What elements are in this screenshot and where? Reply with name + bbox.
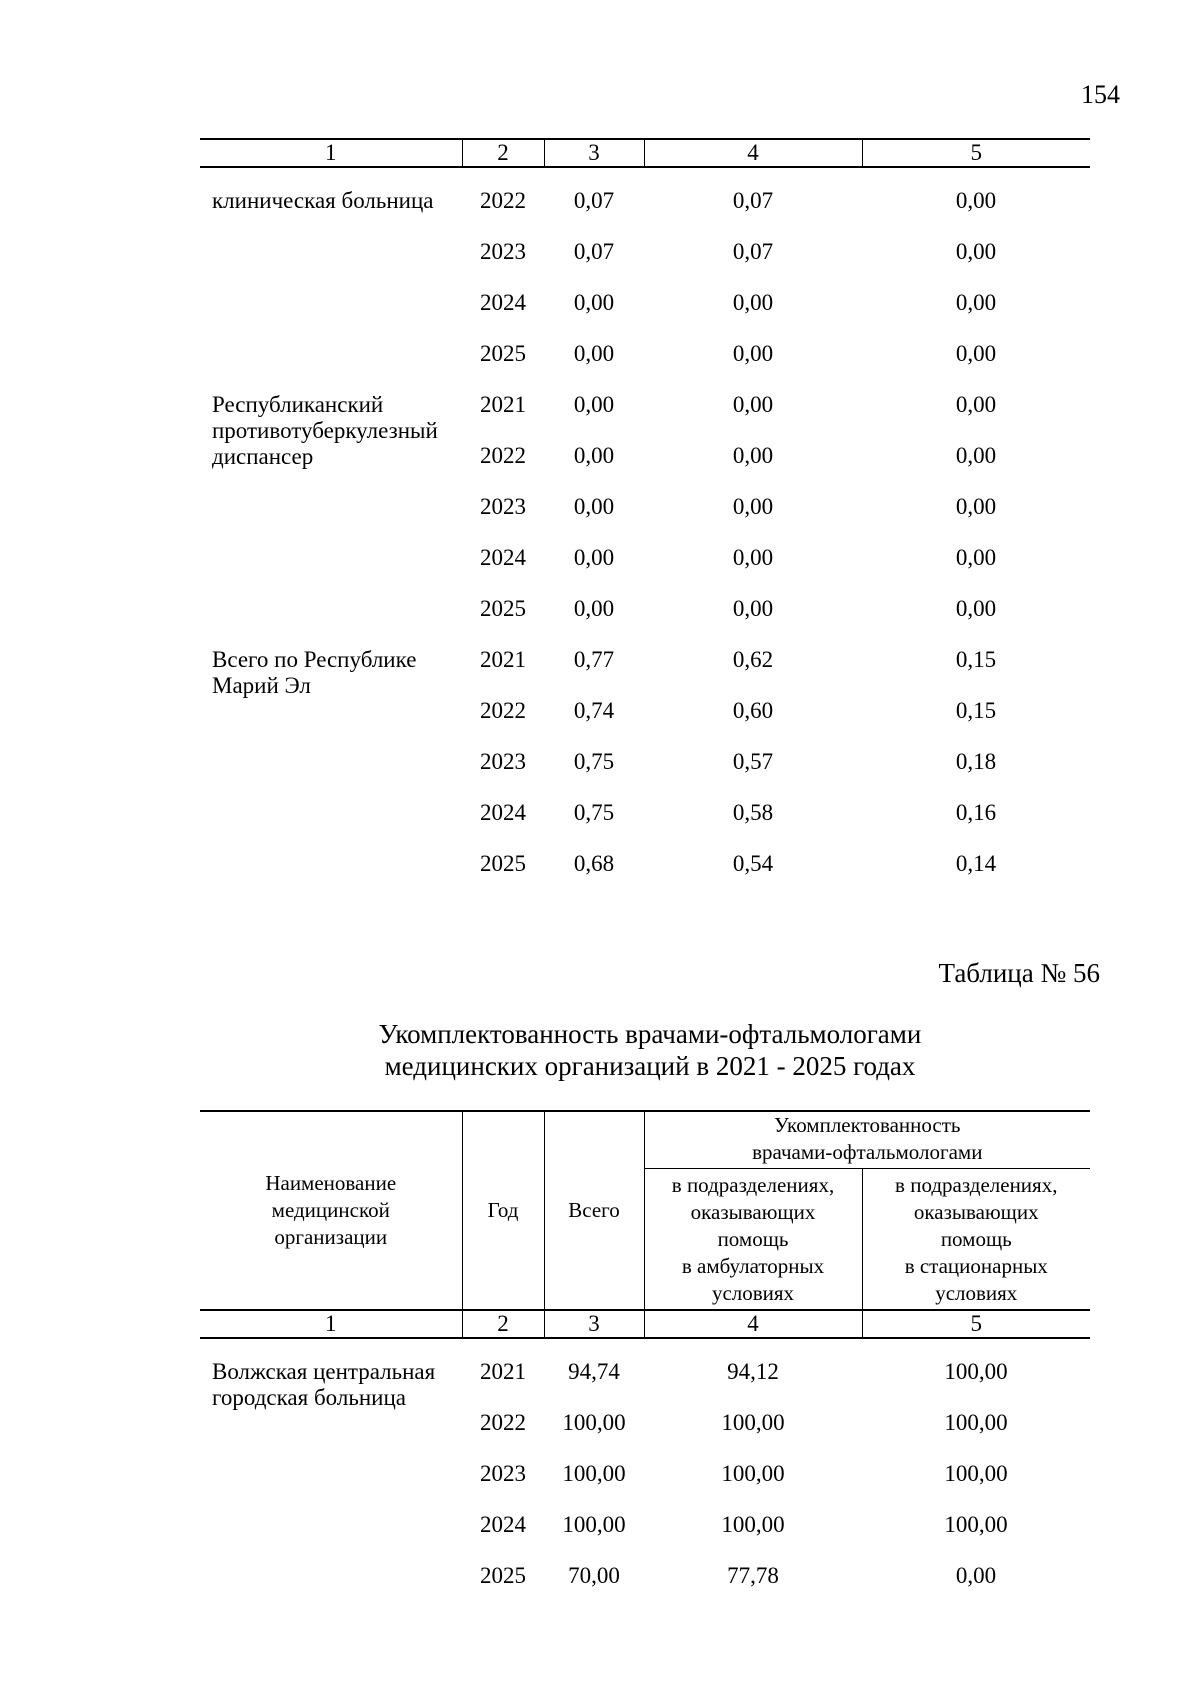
outpatient-cell: 0,62	[732, 647, 774, 672]
column-number: 5	[862, 139, 1090, 167]
column-number: 2	[462, 139, 544, 167]
outpatient-cell: 0,00	[732, 596, 774, 621]
inpatient-cell: 0,15	[955, 647, 997, 672]
header-inpatient: в подразделениях, оказывающих помощь в стационарных условиях	[862, 1169, 1090, 1311]
inpatient-cell: 100,00	[944, 1410, 1008, 1435]
header-total: Всего	[544, 1111, 644, 1310]
column-number-row	[200, 139, 1090, 167]
outpatient-cell: 100,00	[721, 1512, 785, 1537]
year-cell: 2025	[480, 596, 526, 621]
table-caption: Таблица № 56	[938, 958, 1100, 988]
page-number: 154	[1081, 80, 1120, 109]
outpatient-cell: 0,00	[732, 341, 774, 366]
column-number: 1	[200, 1310, 462, 1338]
inpatient-cell: 0,00	[955, 341, 997, 366]
year-cell: 2024	[480, 1512, 526, 1537]
outpatient-cell: 0,54	[732, 851, 774, 876]
year-cell: 2022	[480, 188, 526, 213]
inpatient-cell: 0,18	[955, 749, 997, 774]
total-cell: 0,00	[573, 494, 615, 519]
outpatient-cell: 0,00	[732, 545, 774, 570]
header-org-name: Наименование медицинской организации	[200, 1111, 462, 1310]
org-name-cell	[200, 188, 462, 392]
total-cell: 0,00	[573, 443, 615, 468]
org-name-line: диспансер	[212, 444, 314, 469]
total-cell: 0,68	[573, 851, 615, 876]
column-number: 3	[544, 139, 644, 167]
year-cell: 2021	[480, 647, 526, 672]
year-cell: 2021	[480, 1359, 526, 1384]
table-title	[300, 1018, 1000, 1082]
header-year: Год	[462, 1111, 544, 1310]
column-number: 4	[644, 139, 862, 167]
year-cell: 2022	[480, 698, 526, 723]
inpatient-cell: 0,00	[955, 239, 997, 264]
outpatient-cell: 0,00	[732, 392, 774, 417]
total-cell: 100,00	[562, 1410, 626, 1435]
org-name-cell	[200, 647, 462, 902]
column-number-row	[200, 1310, 1090, 1338]
year-cell: 2021	[480, 392, 526, 417]
column-number: 2	[462, 1310, 544, 1338]
header-outpatient: в подразделениях, оказывающих помощь в амбулаторных условиях	[644, 1169, 862, 1311]
total-cell: 94,74	[568, 1359, 620, 1384]
table-row	[200, 188, 1090, 239]
header-group: Укомплектованность врачами-офтальмологами	[644, 1111, 1090, 1169]
year-cell: 2024	[480, 800, 526, 825]
year-cell: 2023	[480, 749, 526, 774]
org-name-line: Марий Эл	[212, 673, 311, 698]
outpatient-cell: 94,12	[727, 1359, 779, 1384]
total-cell: 0,75	[573, 800, 615, 825]
total-cell: 0,07	[573, 239, 615, 264]
bottom-table	[200, 1110, 1090, 1614]
year-cell: 2025	[480, 341, 526, 366]
outpatient-cell: 0,57	[732, 749, 774, 774]
inpatient-cell: 0,00	[955, 290, 997, 315]
table-row	[200, 647, 1090, 698]
year-cell: 2025	[480, 851, 526, 876]
total-cell: 0,00	[573, 392, 615, 417]
outpatient-cell: 0,60	[732, 698, 774, 723]
org-name-line: городская больница	[212, 1385, 406, 1410]
outpatient-cell: 0,00	[732, 494, 774, 519]
inpatient-cell: 0,15	[955, 698, 997, 723]
total-cell: 0,75	[573, 749, 615, 774]
outpatient-cell: 0,00	[732, 290, 774, 315]
outpatient-cell: 0,07	[732, 239, 774, 264]
total-cell: 100,00	[562, 1461, 626, 1486]
org-name-line: Республиканский	[212, 392, 384, 417]
outpatient-cell: 77,78	[727, 1563, 779, 1588]
total-cell: 70,00	[568, 1563, 620, 1588]
bottom-table-container	[200, 1110, 1090, 1614]
inpatient-cell: 0,00	[955, 545, 997, 570]
year-cell: 2022	[480, 443, 526, 468]
total-cell: 0,77	[573, 647, 615, 672]
inpatient-cell: 0,00	[955, 443, 997, 468]
spacer-row	[200, 167, 1090, 188]
top-table-container	[200, 138, 1090, 902]
bottom-table-body	[200, 1338, 1090, 1614]
year-cell: 2024	[480, 290, 526, 315]
table-title-line: медицинских организаций в 2021 - 2025 годах	[384, 1051, 916, 1081]
inpatient-cell: 100,00	[944, 1359, 1008, 1384]
spacer-row	[200, 1338, 1090, 1359]
org-name-cell	[200, 1359, 462, 1614]
org-name-line: противотуберкулезный	[212, 418, 438, 443]
org-name-cell	[200, 392, 462, 647]
column-number: 4	[644, 1310, 862, 1338]
inpatient-cell: 0,00	[955, 494, 997, 519]
org-name-line: Всего по Республике	[212, 647, 417, 672]
total-cell: 0,00	[573, 341, 615, 366]
outpatient-cell: 0,58	[732, 800, 774, 825]
year-cell: 2022	[480, 1410, 526, 1435]
header-row	[200, 1111, 1090, 1169]
inpatient-cell: 0,00	[955, 1563, 997, 1588]
total-cell: 0,00	[573, 290, 615, 315]
total-cell: 100,00	[562, 1512, 626, 1537]
outpatient-cell: 0,00	[732, 443, 774, 468]
inpatient-cell: 100,00	[944, 1461, 1008, 1486]
outpatient-cell: 100,00	[721, 1410, 785, 1435]
total-cell: 0,00	[573, 596, 615, 621]
table-row	[200, 1359, 1090, 1410]
total-cell: 0,74	[573, 698, 615, 723]
table-row	[200, 392, 1090, 443]
inpatient-cell: 0,14	[955, 851, 997, 876]
column-number: 5	[862, 1310, 1090, 1338]
inpatient-cell: 0,16	[955, 800, 997, 825]
inpatient-cell: 100,00	[944, 1512, 1008, 1537]
outpatient-cell: 100,00	[721, 1461, 785, 1486]
org-name-line: клиническая больница	[212, 188, 434, 213]
column-number: 3	[544, 1310, 644, 1338]
outpatient-cell: 0,07	[732, 188, 774, 213]
total-cell: 0,07	[573, 188, 615, 213]
year-cell: 2023	[480, 1461, 526, 1486]
year-cell: 2024	[480, 545, 526, 570]
inpatient-cell: 0,00	[955, 596, 997, 621]
column-number: 1	[200, 139, 462, 167]
inpatient-cell: 0,00	[955, 392, 997, 417]
top-table-body	[200, 167, 1090, 902]
inpatient-cell: 0,00	[955, 188, 997, 213]
year-cell: 2023	[480, 494, 526, 519]
table-title-line: Укомплектованность врачами-офтальмологами	[378, 1019, 922, 1049]
year-cell: 2025	[480, 1563, 526, 1588]
top-table	[200, 138, 1090, 902]
org-name-line: Волжская центральная	[212, 1359, 436, 1384]
total-cell: 0,00	[573, 545, 615, 570]
year-cell: 2023	[480, 239, 526, 264]
